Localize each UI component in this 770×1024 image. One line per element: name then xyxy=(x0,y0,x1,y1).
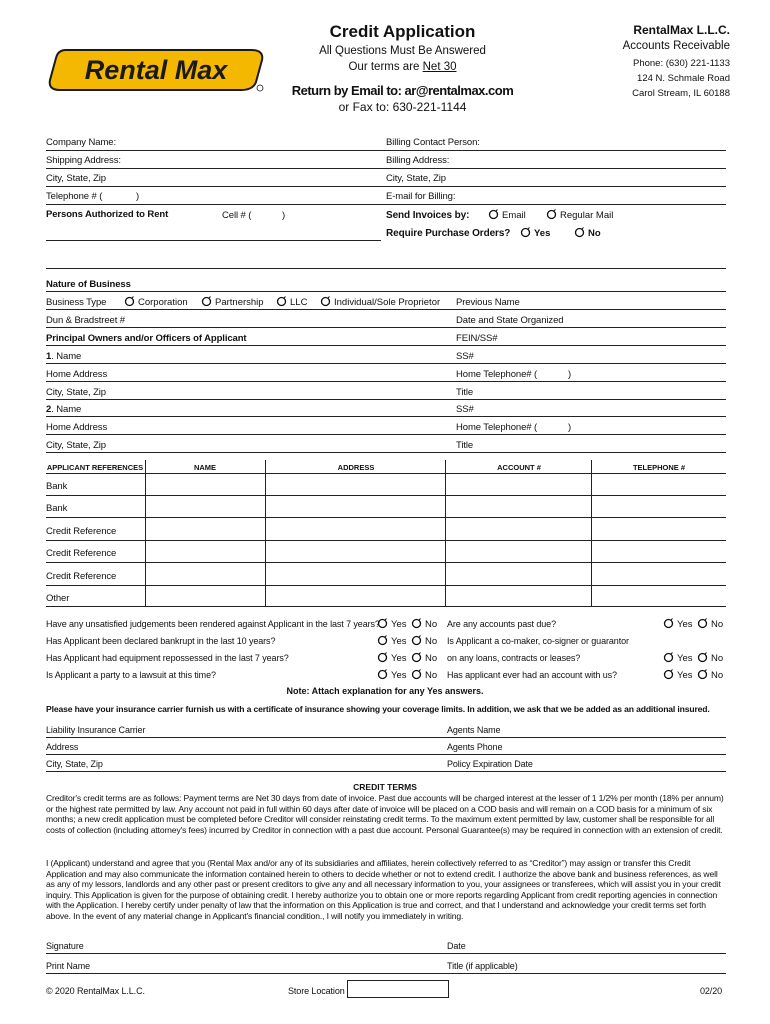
q2-yes[interactable]: Yes xyxy=(377,635,407,647)
question-comaker-2: on any loans, contracts or leases? xyxy=(447,653,581,663)
type-partnership[interactable]: Partnership xyxy=(201,296,264,308)
owner1-name-label: 1. Name xyxy=(46,351,82,362)
business-type-label: Business Type xyxy=(46,297,107,308)
owner2-tel-close: ) xyxy=(568,422,572,433)
owner2-city-line[interactable] xyxy=(46,452,726,453)
checkbox-icon[interactable] xyxy=(411,635,422,646)
telephone-close: ) xyxy=(136,191,140,202)
q1-yes[interactable]: Yes xyxy=(377,618,407,630)
business-type-line[interactable] xyxy=(46,309,726,310)
owner1-address-label: Home Address xyxy=(46,369,108,380)
owner2-name-label: 2. Name xyxy=(46,404,82,415)
cell-label: Cell # ( xyxy=(222,210,252,221)
billing-email-label: E-mail for Billing: xyxy=(386,191,456,202)
checkbox-icon[interactable] xyxy=(377,635,388,646)
po-yes-option[interactable]: Yes xyxy=(520,227,550,239)
question-past-due: Are any accounts past due? xyxy=(447,619,556,629)
insurance-carrier-label: Liability Insurance Carrier xyxy=(46,725,146,735)
telephone-line[interactable] xyxy=(46,204,726,205)
question-repossessed: Has Applicant had equipment repossessed in the last 7 years? xyxy=(46,653,289,663)
checkbox-icon[interactable] xyxy=(377,669,388,680)
ref-header-account: ACCOUNT # xyxy=(497,463,541,472)
store-location-label: Store Location xyxy=(288,986,345,996)
checkbox-icon[interactable] xyxy=(488,209,499,220)
form-title: Credit Application xyxy=(329,22,476,41)
date-state-label: Date and State Organized xyxy=(456,315,564,326)
q1-no[interactable]: No xyxy=(411,618,437,630)
logo-text: Rental Max xyxy=(84,55,228,85)
ref-row-credit-1: Credit Reference xyxy=(46,526,117,537)
ref-line[interactable] xyxy=(46,562,726,563)
insurance-city-label: City, State, Zip xyxy=(46,759,103,769)
shipping-address-label: Shipping Address: xyxy=(46,155,121,166)
fein-label: FEIN/SS# xyxy=(456,333,498,344)
checkbox-icon[interactable] xyxy=(124,296,135,307)
nature-line[interactable] xyxy=(46,291,726,292)
ref-header-telephone: TELEPHONE # xyxy=(632,463,686,472)
owner2-address-label: Home Address xyxy=(46,422,108,433)
owner1-city-label: City, State, Zip xyxy=(46,387,106,398)
type-sole-proprietor[interactable]: Individual/Sole Proprietor xyxy=(320,296,440,308)
checkbox-icon[interactable] xyxy=(663,669,674,680)
checkbox-icon[interactable] xyxy=(520,227,531,238)
owner2-tel-label: Home Telephone# ( xyxy=(456,422,538,433)
checkbox-icon[interactable] xyxy=(697,669,708,680)
insurance-address-line[interactable] xyxy=(46,754,726,755)
billing-contact-label: Billing Contact Person: xyxy=(386,137,480,148)
q2-no[interactable]: No xyxy=(411,635,437,647)
telephone-label: Telephone # ( xyxy=(46,191,103,202)
checkbox-icon[interactable] xyxy=(411,618,422,629)
owner1-tel-close: ) xyxy=(568,369,572,380)
insurance-city-line[interactable] xyxy=(46,771,726,772)
owner1-name-line[interactable] xyxy=(46,363,726,364)
shipping-address-line[interactable] xyxy=(46,168,726,169)
q6-yes[interactable]: Yes xyxy=(663,652,693,664)
checkbox-icon[interactable] xyxy=(276,296,287,307)
authorized-line-1[interactable] xyxy=(46,240,381,241)
ref-line[interactable] xyxy=(46,517,726,518)
ref-line[interactable] xyxy=(46,606,726,607)
insurance-address-label: Address xyxy=(46,742,79,752)
question-bankrupt: Has Applicant been declared bankrupt in the last 10 years? xyxy=(46,636,276,646)
require-po-label: Require Purchase Orders? xyxy=(386,228,511,239)
owner2-address-line[interactable] xyxy=(46,434,726,435)
duns-label: Dun & Bradstreet # xyxy=(46,315,125,326)
q4-no[interactable]: No xyxy=(411,669,437,681)
owner2-title-label: Title xyxy=(456,440,474,451)
checkbox-icon[interactable] xyxy=(411,669,422,680)
invoice-email-option[interactable]: Email xyxy=(488,209,526,221)
checkbox-icon[interactable] xyxy=(546,209,557,220)
city-state-zip-line[interactable] xyxy=(46,186,726,187)
question-lawsuit: Is Applicant a party to a lawsuit at this time? xyxy=(46,670,216,680)
question-comaker-1: Is Applicant a co-maker, co-signer or guarantor xyxy=(447,636,629,646)
company-city: Carol Stream, IL 60188 xyxy=(632,88,730,99)
owner1-tel-label: Home Telephone# ( xyxy=(456,369,538,380)
print-name-label: Print Name xyxy=(46,961,91,971)
nature-of-business-label: Nature of Business xyxy=(46,279,131,290)
question-prior-account: Has applicant ever had an account with us? xyxy=(447,670,617,680)
q3-yes[interactable]: Yes xyxy=(377,652,407,664)
ref-header-address: ADDRESS xyxy=(337,463,375,472)
checkbox-icon[interactable] xyxy=(663,618,674,629)
subtitle: All Questions Must Be Answered xyxy=(319,45,486,57)
billing-address-label: Billing Address: xyxy=(386,155,450,166)
principal-line[interactable] xyxy=(46,345,726,346)
principal-owners-label: Principal Owners and/or Officers of Applicant xyxy=(46,333,247,344)
authorization-paragraph: I (Applicant) understand and agree that you (Rental Max and/or any of its subsidiaries and affiliates, herein collectively referred to as “Creditor”) may assign or transfer this Credit Application and may also communicate the information contained herein to others to decide whether or not to extend credit. I authorize the above bank and business references, as well as any of my lessors, landlords and any other past or present creditors to give any and all necessary information to you, your assignees or transferees, which will assist you in your credit inquiry. This Application is given for the purpose of obtaining credit. I hereby authorize you to obtain one or more reports regarding Applicant from credit reporting agencies in connection with the Application. I hereby certify under penalty of law that the information on this Application is true and correct, and that I understand and acknowledge your credit terms set forth above. In the event of any material change in Applicant's financial condition., I will notify you immediately in writing. xyxy=(46,858,721,921)
persons-authorized-label: Persons Authorized to Rent xyxy=(46,209,169,220)
print-name-line[interactable] xyxy=(46,973,726,974)
company-address: 124 N. Schmale Road xyxy=(637,73,730,84)
type-corporation[interactable]: Corporation xyxy=(124,296,188,308)
question-judgements: Have any unsatisfied judgements been rendered against Applicant in the last 7 years? xyxy=(46,619,380,629)
revision-date: 02/20 xyxy=(700,986,723,996)
checkbox-icon[interactable] xyxy=(697,652,708,663)
q6-no[interactable]: No xyxy=(697,652,723,664)
credit-terms-paragraph: Creditor's credit terms are as follows: Payment terms are Net 30 days from date of invoice. Past due accounts will be charged interest at the lesser of 1 1/2% per month (18% per annum) or the highest rate permitted by law. Any account not paid in full within 60 days after date of invoice will be placed on a COD basis and will remain on a COD basis for a minimum of six months; a new credit application must be completed before Creditor will consider reinstating credit terms. To the maximum extent permitted by law, customer shall be responsible for all costs of collection (including attorney's fees) incurred by Creditor in connection with a past due account. Personal Guarantee(s) may be required in connection with an extension of credit. xyxy=(46,793,724,835)
insurance-notice: Please have your insurance carrier furnish us with a certificate of insurance showing your coverage limits. In addition, we ask that we be added as an additional insured. xyxy=(46,704,710,714)
signature-line[interactable] xyxy=(46,953,726,954)
invoice-mail-option[interactable]: Regular Mail xyxy=(546,209,613,221)
department: Accounts Receivable xyxy=(622,40,730,52)
duns-line[interactable] xyxy=(46,327,726,328)
ref-row-bank-1: Bank xyxy=(46,481,68,492)
checkbox-icon[interactable] xyxy=(663,652,674,663)
ref-header-name: NAME xyxy=(193,463,217,472)
owner1-address-line[interactable] xyxy=(46,381,726,382)
yes-answer-note: Note: Attach explanation for any Yes answers. xyxy=(286,686,484,696)
checkbox-icon[interactable] xyxy=(377,652,388,663)
ref-line[interactable] xyxy=(46,540,726,541)
checkbox-icon[interactable] xyxy=(201,296,212,307)
ref-line[interactable] xyxy=(46,495,726,496)
ref-row-other: Other xyxy=(46,593,70,604)
ref-row-credit-3: Credit Reference xyxy=(46,571,117,582)
agents-phone-label: Agents Phone xyxy=(447,742,503,752)
billing-city-label: City, State, Zip xyxy=(386,173,446,184)
ref-header-applicant: APPLICANT REFERENCES xyxy=(46,463,144,472)
policy-expiration-label: Policy Expiration Date xyxy=(447,759,533,769)
owner2-name-line[interactable] xyxy=(46,416,726,417)
ref-row-credit-2: Credit Reference xyxy=(46,548,117,559)
po-no-option[interactable]: No xyxy=(574,227,601,239)
agents-name-label: Agents Name xyxy=(447,725,501,735)
copyright: © 2020 RentalMax L.L.C. xyxy=(46,986,145,996)
q5-yes[interactable]: Yes xyxy=(663,618,693,630)
ref-line[interactable] xyxy=(46,585,726,586)
checkbox-icon[interactable] xyxy=(320,296,331,307)
rental-max-logo xyxy=(46,48,266,92)
owner1-title-label: Title xyxy=(456,387,474,398)
q7-yes[interactable]: Yes xyxy=(663,669,693,681)
type-llc[interactable]: LLC xyxy=(276,296,307,308)
authorized-line-2[interactable] xyxy=(46,268,726,269)
owner1-city-line[interactable] xyxy=(46,399,726,400)
terms-line: Our terms are Net 30 xyxy=(348,61,457,73)
cell-close: ) xyxy=(282,210,286,221)
company-phone: Phone: (630) 221-1133 xyxy=(632,58,730,69)
title-applicable-label: Title (if applicable) xyxy=(447,961,518,971)
owner1-ss-label: SS# xyxy=(456,351,474,362)
checkbox-icon[interactable] xyxy=(697,618,708,629)
carrier-line[interactable] xyxy=(46,737,726,738)
owner2-ss-label: SS# xyxy=(456,404,474,415)
date-label: Date xyxy=(447,941,466,951)
credit-terms-heading: CREDIT TERMS xyxy=(353,782,417,792)
previous-name-label: Previous Name xyxy=(456,297,520,308)
q7-no[interactable]: No xyxy=(697,669,723,681)
q4-yes[interactable]: Yes xyxy=(377,669,407,681)
fax-line: or Fax to: 630-221-1144 xyxy=(338,100,467,114)
checkbox-icon[interactable] xyxy=(411,652,422,663)
owner2-city-label: City, State, Zip xyxy=(46,440,106,451)
ref-row-bank-2: Bank xyxy=(46,503,68,514)
company-name-label: Company Name: xyxy=(46,137,116,148)
checkbox-icon[interactable] xyxy=(574,227,585,238)
city-state-zip-label: City, State, Zip xyxy=(46,173,106,184)
company-name-line[interactable] xyxy=(46,150,726,151)
q3-no[interactable]: No xyxy=(411,652,437,664)
checkbox-icon[interactable] xyxy=(377,618,388,629)
store-location-box[interactable] xyxy=(347,980,449,998)
send-invoices-label: Send Invoices by: xyxy=(386,210,470,221)
signature-label: Signature xyxy=(46,941,84,951)
return-email: Return by Email to: ar@rentalmax.com xyxy=(291,83,514,98)
q5-no[interactable]: No xyxy=(697,618,723,630)
company-name: RentalMax L.L.C. xyxy=(633,23,730,37)
